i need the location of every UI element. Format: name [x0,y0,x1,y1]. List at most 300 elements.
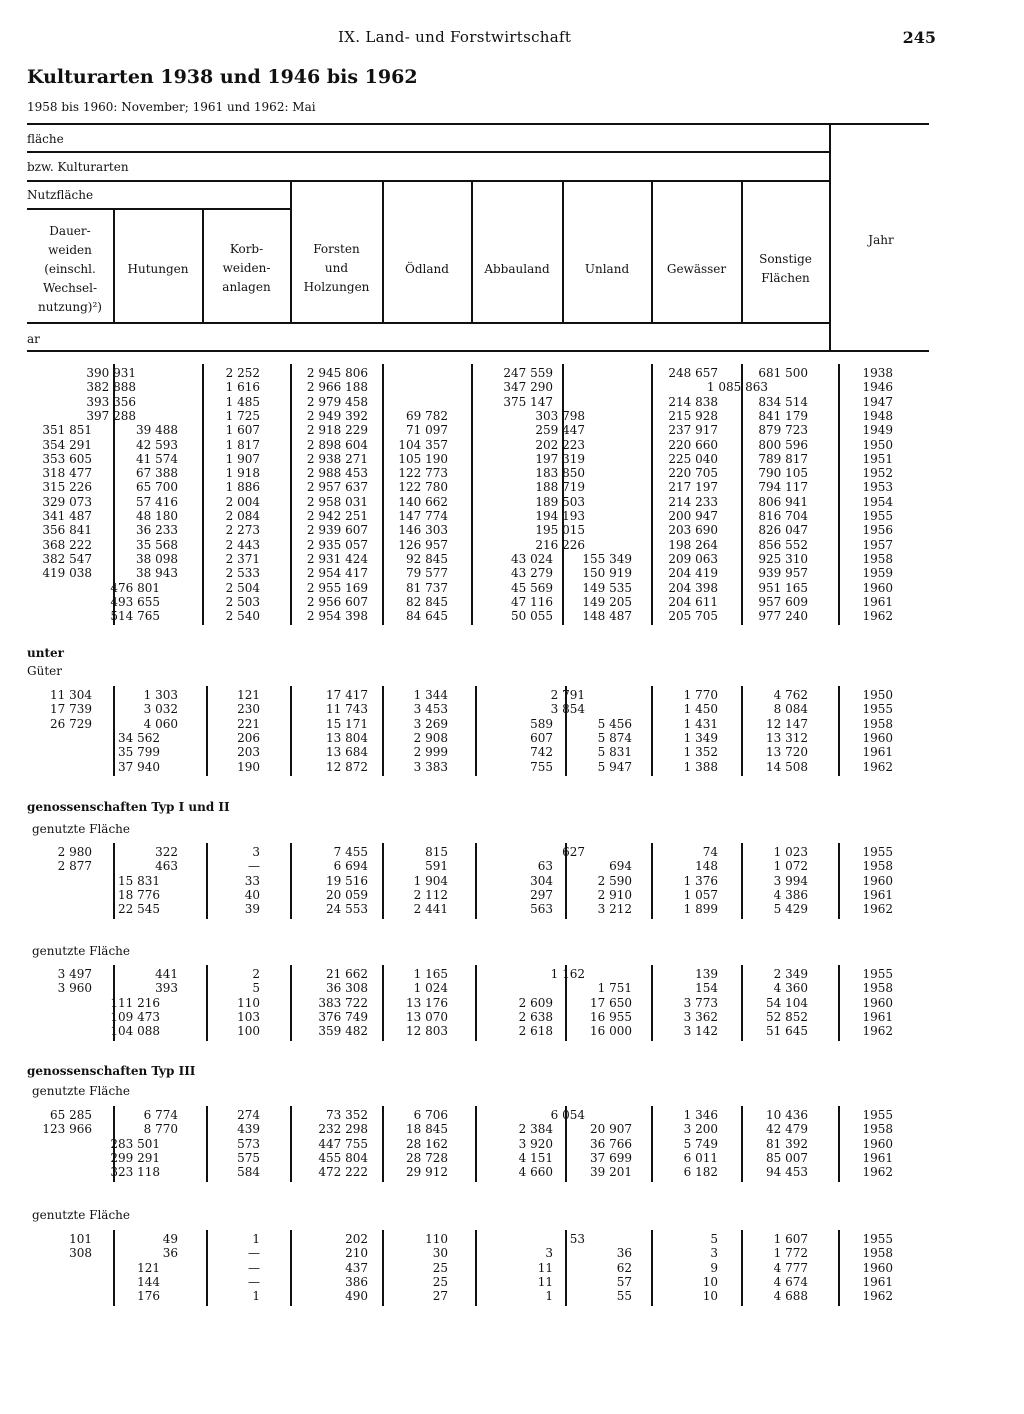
cell-jahr: 1953 [862,480,893,495]
hdr-vrule-6 [562,181,564,322]
section-label: genutzte Fläche [32,1208,130,1222]
cell-gewaesser: 1 346 [683,1108,718,1122]
cell-oedland: 6 706 [413,1108,448,1122]
cell-oedland: 81 737 [406,580,448,595]
cell-korbweiden: 1 907 [225,451,260,466]
cell-jahr: 1961 [862,887,893,902]
cell-dauerweiden: 121 [137,1260,160,1275]
cell-korbweiden: 1 [252,1232,260,1246]
cell-jahr: 1950 [862,688,893,702]
header-top-rule [27,123,929,125]
cell-jahr: 1962 [862,1165,893,1180]
section-label: genossenschaften Typ III [27,1064,196,1078]
cell-oedland: 69 782 [406,408,448,423]
cell-abbau-unland: 183 850 [535,466,585,481]
cell-korbweiden: 1 817 [225,437,260,452]
cell-hutungen: 3 032 [143,702,178,717]
cell-sonstige: 42 479 [766,1122,808,1137]
cell-unland: 5 874 [597,730,632,745]
cell-oedland: 27 [432,1289,448,1304]
cell-jahr: 1955 [862,702,893,717]
cell-korbweiden: 5 [252,981,260,996]
cell-hutungen: 42 593 [136,437,178,452]
cell-abbauland: 63 [537,859,553,874]
cell-hutungen: 49 [162,1232,178,1246]
cell-jahr: 1961 [862,1150,893,1165]
cell-abbauland: 297 [530,887,553,902]
cell-forsten: 2 955 169 [306,580,368,595]
cell-forsten: 21 662 [326,967,368,981]
cell-gewaesser: 1 450 [683,702,718,717]
cell-sonstige: 2 349 [773,967,808,981]
cell-dauerweiden: 17 739 [50,702,92,717]
cell-forsten: 210 [345,1246,368,1261]
cell-dauerweiden: 368 222 [42,537,92,552]
cell-sonstige: 81 392 [766,1136,808,1151]
cell-oedland: 591 [425,859,448,874]
cell-dauerweiden: 104 088 [110,1024,160,1039]
cell-oedland: 2 999 [413,745,448,760]
cell-hutungen: 1 303 [143,688,178,702]
cell-unland: 36 766 [590,1136,632,1151]
cell-dauerweiden: 34 562 [118,730,160,745]
cell-gewaesser: 204 398 [668,580,718,595]
cell-sonstige: 925 310 [758,551,808,566]
cell-dauerweiden: 176 [137,1289,160,1304]
cell-oedland: 25 [432,1260,448,1275]
cell-oedland: 79 577 [406,566,448,581]
cell-sonstige: 5 429 [773,902,808,917]
cell-forsten: 2 939 607 [306,523,368,538]
cell-dauerweiden: 123 966 [42,1122,92,1137]
cell-oedland: 146 303 [398,523,448,538]
cell-gewaesser: 248 657 [668,366,718,380]
cell-oedland: 104 357 [398,437,448,452]
cell-sonstige: 4 360 [773,981,808,996]
cell-sonstige: 4 762 [773,688,808,702]
cell-jahr: 1955 [862,1108,893,1122]
cell-gewaesser: 3 200 [683,1122,718,1137]
cell-abbauland: 11 [537,1260,553,1275]
cell-dauerweiden: 393 356 [86,394,136,409]
cell-jahr: 1960 [862,1260,893,1275]
cell-oedland: 122 773 [398,466,448,481]
page-number: 245 [902,28,936,47]
cell-korbweiden: 2 [252,967,260,981]
cell-gewaesser: 3 773 [683,995,718,1010]
cell-oedland: 1 165 [413,967,448,981]
cell-forsten: 13 684 [326,745,368,760]
cell-sonstige: 834 514 [758,394,808,409]
cell-gewaesser: 3 [710,1246,718,1261]
cell-sonstige: 1 023 [773,845,808,859]
cell-abbau-unland: 194 193 [535,509,585,523]
cell-oedland-abbau-unland: 347 290 [503,380,553,395]
cell-forsten: 2 942 251 [306,509,368,523]
cell-oedland: 82 845 [406,594,448,609]
cell-hutungen: 65 700 [136,480,178,495]
cell-dauerweiden: 493 655 [110,594,160,609]
cell-gewaesser: 1 388 [683,759,718,774]
cell-abbauland: 4 660 [518,1165,553,1180]
cell-forsten: 73 352 [326,1108,368,1122]
cell-sonstige: 794 117 [758,480,808,495]
cell-gewaesser-sonstige: 1 085 863 [706,380,768,395]
cell-korbweiden: — [248,1246,260,1261]
cell-abbauland: 2 609 [518,995,553,1010]
cell-hutungen: 67 388 [136,466,178,481]
header-bottom-rule [27,322,829,324]
header-label-flaeche: fläche [27,132,64,146]
cell-korbweiden: 190 [237,759,260,774]
cell-dauerweiden: 390 931 [86,366,136,380]
cell-gewaesser: 220 705 [668,466,718,481]
cell-abbau-unland: 3 854 [550,702,585,717]
cell-dauerweiden: 2 980 [57,845,92,859]
cell-forsten: 2 988 453 [306,466,368,481]
cell-gewaesser: 5 749 [683,1136,718,1151]
cell-forsten: 2 898 604 [306,437,368,452]
cell-dauerweiden: 341 487 [42,509,92,523]
col-hutungen: Hutungen [127,262,189,276]
cell-gewaesser: 200 947 [668,509,718,523]
cell-oedland: 1 024 [413,981,448,996]
cell-forsten: 455 804 [318,1150,368,1165]
cell-forsten: 7 455 [333,845,368,859]
cell-korbweiden: 103 [237,1009,260,1024]
hdr-vrule-7 [651,181,653,322]
cell-abbau-unland: 53 [569,1232,585,1246]
section-label: genossenschaften Typ I und II [27,800,230,814]
cell-abbau-unland: 627 [562,845,585,859]
cell-dauerweiden: 26 729 [50,716,92,731]
cell-sonstige: 4 777 [773,1260,808,1275]
cell-dauerweiden: 109 473 [110,1009,160,1024]
cell-forsten: 472 222 [318,1165,368,1180]
cell-abbau-unland: 188 719 [535,480,585,495]
cell-unland: 2 590 [597,873,632,888]
cell-hutungen: 38 943 [136,566,178,581]
cell-dauerweiden: 144 [137,1274,160,1289]
cell-forsten: 12 872 [326,759,368,774]
cell-unland: 20 907 [590,1122,632,1137]
cell-sonstige: 10 436 [766,1108,808,1122]
cell-gewaesser: 1 431 [683,716,718,731]
cell-dauerweiden: 329 073 [42,494,92,509]
cell-korbweiden: 2 273 [225,523,260,538]
cell-oedland: 84 645 [406,609,448,624]
cell-forsten: 2 954 417 [306,566,368,581]
cell-abbau-unland: 195 015 [535,523,585,538]
cell-jahr: 1938 [862,366,893,380]
cell-abbauland: 2 384 [518,1122,553,1137]
cell-abbauland: 607 [530,730,553,745]
cell-abbauland: 2 618 [518,1024,553,1039]
cell-korbweiden: 584 [237,1165,260,1180]
col-oedland: Ödland [405,262,449,276]
hdr-vrule-5 [471,181,473,322]
cell-abbauland: 563 [530,902,553,917]
cell-oedland: 13 070 [406,1009,448,1024]
cell-sonstige: 681 500 [758,366,808,380]
cell-unland: 150 919 [582,566,632,581]
cell-forsten: 376 749 [318,1009,368,1024]
cell-abbauland: 11 [537,1274,553,1289]
cell-forsten: 437 [345,1260,368,1275]
cell-hutungen: 35 568 [136,537,178,552]
cell-korbweiden: 2 533 [225,566,260,581]
cell-hutungen: 39 488 [136,423,178,438]
cell-jahr: 1962 [862,902,893,917]
cell-unland: 149 205 [582,594,632,609]
cell-forsten: 20 059 [326,887,368,902]
col-unland: Unland [584,262,630,276]
cell-jahr: 1951 [862,451,893,466]
cell-abbauland: 50 055 [511,609,553,624]
cell-korbweiden: 2 540 [225,609,260,624]
header-rule-1 [27,151,829,153]
cell-korbweiden: 2 504 [225,580,260,595]
cell-jahr: 1950 [862,437,893,452]
cell-forsten: 2 966 188 [306,380,368,395]
cell-forsten: 383 722 [318,995,368,1010]
cell-korbweiden: 121 [237,688,260,702]
cell-jahr: 1961 [862,1009,893,1024]
cell-jahr: 1957 [862,537,893,552]
cell-gewaesser: 10 [702,1274,718,1289]
cell-sonstige: 1 772 [773,1246,808,1261]
cell-forsten: 13 804 [326,730,368,745]
cell-gewaesser: 203 690 [668,523,718,538]
cell-korbweiden: 274 [237,1108,260,1122]
cell-sonstige: 12 147 [766,716,808,731]
cell-jahr: 1962 [862,609,893,624]
cell-gewaesser: 10 [702,1289,718,1304]
cell-unland: 36 [616,1246,632,1261]
cell-gewaesser: 139 [695,967,718,981]
section-label: genutzte Fläche [32,1084,130,1098]
cell-abbauland: 1 [545,1289,553,1304]
cell-oedland: 3 269 [413,716,448,731]
cell-oedland: 122 780 [398,480,448,495]
cell-jahr: 1961 [862,1274,893,1289]
cell-unland: 5 831 [597,745,632,760]
cell-abbau-unland: 259 447 [535,423,585,438]
cell-abbau-unland: 1 162 [550,967,585,981]
cell-oedland: 2 908 [413,730,448,745]
header-label-nutzflaeche: Nutzfläche [27,188,94,202]
cell-korbweiden: — [248,1274,260,1289]
cell-oedland: 2 112 [413,887,448,902]
col-forsten: Forsten und Holzungen [303,242,370,294]
cell-korbweiden: 1 616 [225,380,260,395]
cell-forsten: 2 938 271 [306,451,368,466]
cell-korbweiden: 3 [252,845,260,859]
cell-korbweiden: 1 886 [225,480,260,495]
cell-oedland: 25 [432,1274,448,1289]
cell-abbau-unland: 6 054 [550,1108,585,1122]
cell-abbauland: 43 279 [511,566,553,581]
cell-korbweiden: 2 084 [225,509,260,523]
cell-gewaesser: 1 349 [683,730,718,745]
cell-oedland: 105 190 [398,451,448,466]
cell-dauerweiden: 323 118 [110,1165,160,1180]
cell-gewaesser: 214 233 [668,494,718,509]
cell-forsten: 202 [345,1232,368,1246]
table-subtitle: 1958 bis 1960: November; 1961 und 1962: Mai [27,100,316,114]
cell-jahr: 1960 [862,995,893,1010]
cell-forsten: 232 298 [318,1122,368,1137]
cell-jahr: 1955 [862,509,893,523]
cell-korbweiden: 1 918 [225,466,260,481]
cell-sonstige: 789 817 [758,451,808,466]
cell-gewaesser: 148 [695,859,718,874]
col-dauerweiden: Dauer- weiden (einschl. Wechsel- nutzung)²) [38,224,102,314]
cell-dauerweiden: 65 285 [50,1108,92,1122]
cell-jahr: 1961 [862,594,893,609]
col-gewaesser: Gewässer [666,262,727,276]
cell-dauerweiden: 382 888 [86,380,136,395]
cell-korbweiden: 1 485 [225,394,260,409]
cell-jahr: 1946 [862,380,893,395]
cell-hutungen: 38 098 [136,551,178,566]
cell-forsten: 19 516 [326,873,368,888]
cell-gewaesser: 6 182 [683,1165,718,1180]
header-label-kulturarten: bzw. Kulturarten [27,160,129,174]
cell-sonstige: 826 047 [758,523,808,538]
cell-oedland-abbau-unland: 247 559 [503,366,553,380]
cell-sonstige: 806 941 [758,494,808,509]
cell-gewaesser: 205 705 [668,609,718,624]
cell-oedland: 28 162 [406,1136,448,1151]
cell-abbauland: 2 638 [518,1009,553,1024]
cell-oedland: 147 774 [398,509,448,523]
cell-gewaesser: 1 899 [683,902,718,917]
cell-sonstige: 4 386 [773,887,808,902]
cell-jahr: 1955 [862,1232,893,1246]
cell-dauerweiden: 3 960 [57,981,92,996]
cell-oedland: 28 728 [406,1150,448,1165]
cell-forsten: 386 [345,1274,368,1289]
cell-unland: 16 955 [590,1009,632,1024]
cell-sonstige: 957 609 [758,594,808,609]
cell-dauerweiden: 111 216 [110,995,160,1010]
cell-gewaesser: 1 057 [683,887,718,902]
cell-jahr: 1960 [862,1136,893,1151]
cell-jahr: 1960 [862,580,893,595]
cell-forsten: 447 755 [318,1136,368,1151]
cell-oedland: 71 097 [406,423,448,438]
cell-sonstige: 800 596 [758,437,808,452]
cell-abbauland: 47 116 [511,594,553,609]
cell-jahr: 1960 [862,873,893,888]
cell-gewaesser: 220 660 [668,437,718,452]
cell-dauerweiden: 22 545 [118,902,160,917]
section-label: unter [27,646,64,660]
cell-gewaesser: 9 [710,1260,718,1275]
cell-gewaesser: 215 928 [668,408,718,423]
cell-hutungen: 4 060 [143,716,178,731]
cell-dauerweiden: 35 799 [118,745,160,760]
cell-sonstige: 1 607 [773,1232,808,1246]
cell-jahr: 1958 [862,1122,893,1137]
cell-gewaesser: 3 142 [683,1024,718,1039]
cell-sonstige: 51 645 [766,1024,808,1039]
cell-gewaesser: 3 362 [683,1009,718,1024]
cell-abbau-unland: 189 503 [535,494,585,509]
cell-abbau-unland: 197 319 [535,451,585,466]
cell-gewaesser: 214 838 [668,394,718,409]
cell-sonstige: 94 453 [766,1165,808,1180]
cell-abbauland: 742 [530,745,553,760]
cell-sonstige: 4 688 [773,1289,808,1304]
cell-sonstige: 3 994 [773,873,808,888]
cell-unland: 5 947 [597,759,632,774]
cell-abbauland: 43 024 [511,551,553,566]
cell-sonstige: 54 104 [766,995,808,1010]
cell-forsten: 2 957 637 [306,480,368,495]
col-jahr: Jahr [868,233,894,247]
cell-forsten: 2 945 806 [306,366,368,380]
cell-sonstige: 8 084 [773,702,808,717]
cell-unland: 57 [616,1274,632,1289]
cell-dauerweiden: 15 831 [118,873,160,888]
cell-dauerweiden: 353 605 [42,451,92,466]
cell-korbweiden: 573 [237,1136,260,1151]
cell-jahr: 1958 [862,716,893,731]
cell-unland: 37 699 [590,1150,632,1165]
cell-hutungen: 8 770 [143,1122,178,1137]
cell-korbweiden: 1 725 [225,408,260,423]
table-title: Kulturarten 1938 und 1946 bis 1962 [27,66,418,88]
cell-gewaesser: 204 419 [668,566,718,581]
cell-unland: 39 201 [590,1165,632,1180]
cell-hutungen: 48 180 [136,509,178,523]
cell-dauerweiden: 283 501 [110,1136,160,1151]
cell-hutungen: 57 416 [136,494,178,509]
cell-korbweiden: 203 [237,745,260,760]
cell-gewaesser: 225 040 [668,451,718,466]
cell-dauerweiden: 356 841 [42,523,92,538]
cell-dauerweiden: 11 304 [50,688,92,702]
section-label: genutzte Fläche [32,944,130,958]
cell-abbauland: 755 [530,759,553,774]
cell-jahr: 1960 [862,730,893,745]
cell-oedland: 2 441 [413,902,448,917]
cell-sonstige: 939 957 [758,566,808,581]
cell-jahr: 1958 [862,981,893,996]
hdr-vrule-4 [382,181,384,322]
cell-sonstige: 85 007 [766,1150,808,1165]
cell-korbweiden: 2 004 [225,494,260,509]
cell-oedland: 18 845 [406,1122,448,1137]
cell-oedland: 140 662 [398,494,448,509]
cell-forsten: 2 956 607 [306,594,368,609]
cell-sonstige: 14 508 [766,759,808,774]
cell-oedland-abbau-unland: 375 147 [503,394,553,409]
cell-gewaesser: 1 770 [683,688,718,702]
cell-oedland: 12 803 [406,1024,448,1039]
cell-korbweiden: 2 252 [225,366,260,380]
header-rule-3 [27,208,290,210]
cell-gewaesser: 204 611 [668,594,718,609]
cell-gewaesser: 1 376 [683,873,718,888]
cell-jahr: 1962 [862,1024,893,1039]
cell-gewaesser: 74 [702,845,718,859]
cell-forsten: 2 931 424 [306,551,368,566]
cell-forsten: 11 743 [326,702,368,717]
cell-korbweiden: 2 371 [225,551,260,566]
